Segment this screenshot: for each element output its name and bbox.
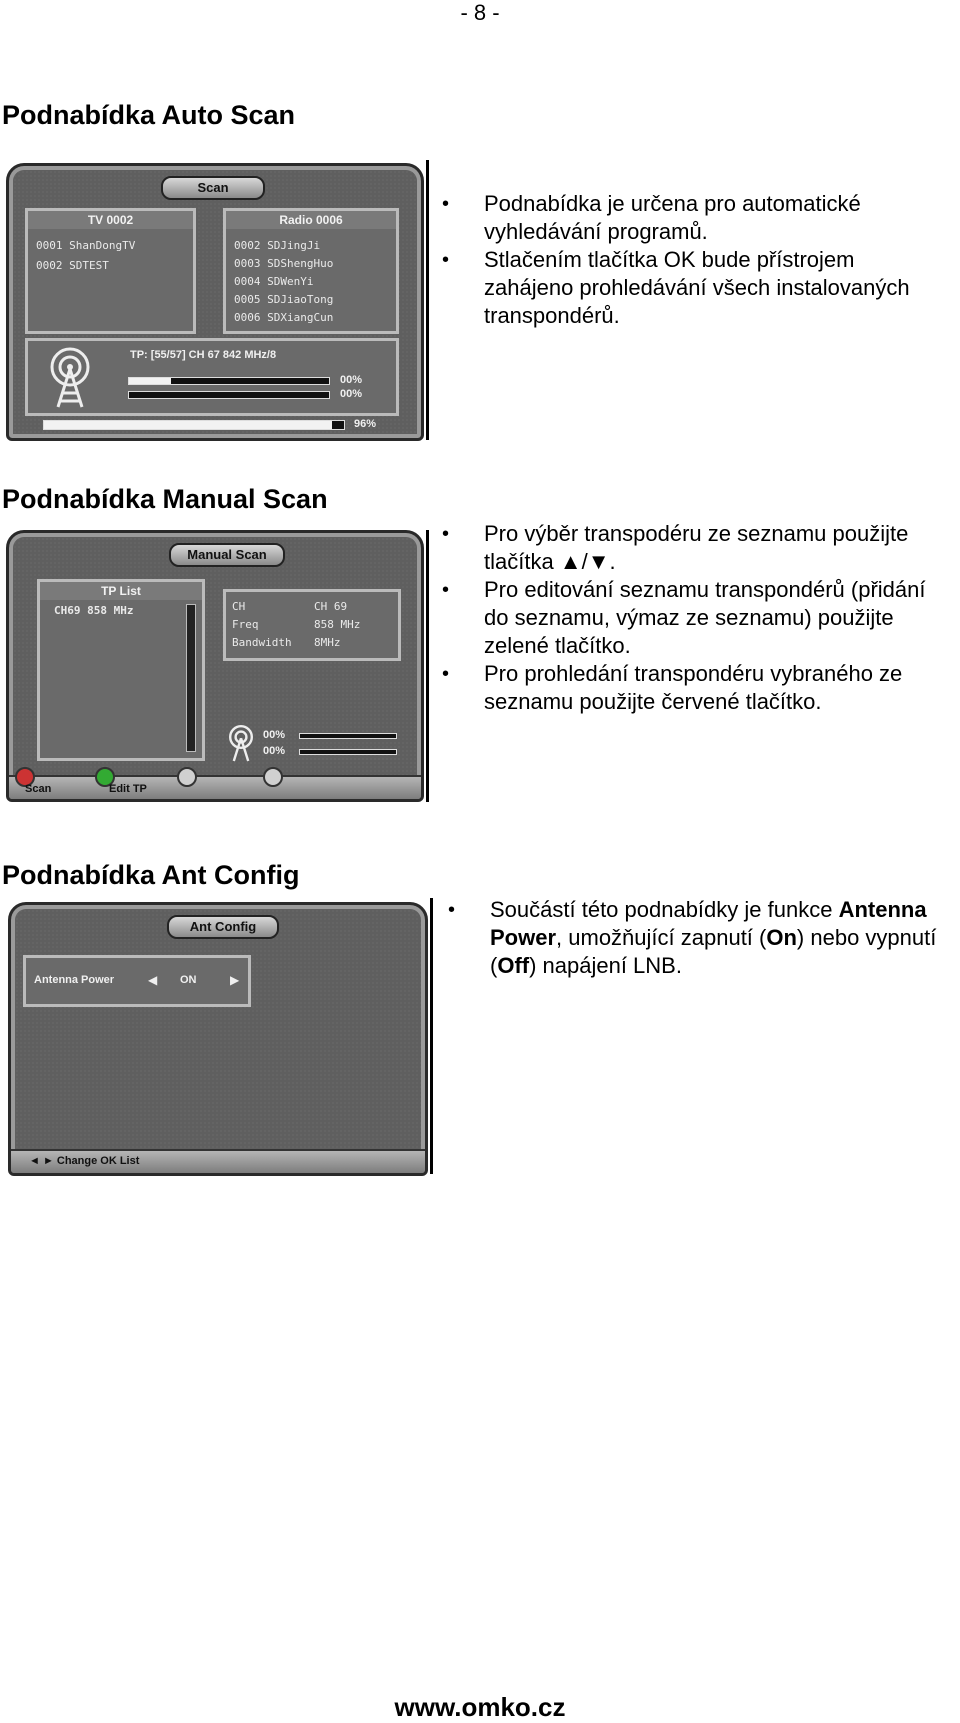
ant-config-screen xyxy=(8,902,428,1176)
radio-row: 0002 SDJingJi xyxy=(234,239,321,252)
bullet-item: • Podnabídka je určena pro automatické vyhledávání programů. xyxy=(442,190,942,246)
divider-line xyxy=(430,898,433,1174)
heading-manual-scan: Podnabídka Manual Scan xyxy=(2,484,328,514)
manual-scan-bullets xyxy=(442,520,942,716)
bullet-bold: On xyxy=(766,925,797,950)
heading-auto-scan: Podnabídka Auto Scan xyxy=(2,100,296,130)
quality-label: 00% xyxy=(340,388,363,400)
scrollbar[interactable] xyxy=(186,604,196,752)
quality-bar xyxy=(128,391,330,399)
quality-bar xyxy=(299,749,397,755)
scan-button-label[interactable]: Scan xyxy=(25,783,52,795)
arrow-right-icon[interactable]: ▶ xyxy=(230,973,240,987)
bullet-item: • Pro výběr transpodéru ze seznamu použijte tlačítka ▲/▼. xyxy=(442,520,942,576)
bullet-text: ) nebo vypnutí ( xyxy=(490,925,937,978)
quality-label: 00% xyxy=(263,745,286,757)
bullet-item: • Stlačením tlačítka OK bude přístrojem zahájeno prohledávání všech instalovaných transpondérů. xyxy=(442,246,942,330)
antenna-icon xyxy=(223,723,259,763)
radio-row: 0004 SDWenYi xyxy=(234,275,314,288)
page-number: - 8 - xyxy=(460,0,500,25)
tv-list-header: TV 0002 xyxy=(28,211,193,229)
screen-title: Manual Scan xyxy=(169,543,285,567)
antenna-icon xyxy=(40,345,100,409)
yellow-button-icon[interactable] xyxy=(177,767,197,787)
bullet-bold: Antenna Power xyxy=(490,897,927,950)
strength-bar xyxy=(128,377,330,385)
radio-row: 0005 SDJiaoTong xyxy=(234,293,334,306)
bullet-item: • Pro editování seznamu transpondérů (přidání do seznamu, výmaz ze seznamu) použijte zelené tlačítko. xyxy=(442,576,942,660)
progress-label: 96% xyxy=(354,418,377,430)
info-value: 8MHz xyxy=(314,636,341,649)
screen-title: Ant Config xyxy=(167,915,279,939)
info-key: Freq xyxy=(232,618,259,631)
bullet-item: • Pro prohledání transpondéru vybraného ze seznamu použijte červené tlačítko. xyxy=(442,660,942,716)
tv-row: 0002 SDTEST xyxy=(36,259,109,272)
bullet-text: Součástí této podnabídky je funkce xyxy=(490,897,839,922)
bullet-text: ) napájení LNB. xyxy=(529,953,682,978)
tv-list-panel xyxy=(25,208,196,334)
tp-list-row[interactable]: CH69 858 MHz xyxy=(54,604,134,617)
ant-config-bullets xyxy=(448,896,948,980)
radio-row: 0003 SDShengHuo xyxy=(234,257,334,270)
arrow-left-icon[interactable]: ◀ xyxy=(148,973,158,987)
antenna-power-row[interactable] xyxy=(23,955,251,1007)
info-key: Bandwidth xyxy=(232,636,292,649)
radio-list-panel xyxy=(223,208,399,334)
radio-row: 0006 SDXiangCun xyxy=(234,311,334,324)
radio-list-header: Radio 0006 xyxy=(226,211,396,229)
footer-url[interactable]: www.omko.cz xyxy=(394,1692,566,1722)
screen-title: Scan xyxy=(161,176,265,200)
progress-bar xyxy=(43,420,345,430)
edit-tp-button-label[interactable]: Edit TP xyxy=(109,783,147,795)
ant-config-help-bar xyxy=(11,1149,425,1173)
divider-line xyxy=(426,160,429,440)
strength-label: 00% xyxy=(263,729,286,741)
divider-line xyxy=(426,530,429,802)
bullet-item xyxy=(448,896,948,980)
auto-scan-bullets xyxy=(442,190,942,330)
scan-status-panel xyxy=(25,338,399,416)
strength-label: 00% xyxy=(340,374,363,386)
info-key: CH xyxy=(232,600,246,613)
heading-ant-config: Podnabídka Ant Config xyxy=(2,860,300,890)
info-value: CH 69 xyxy=(314,600,348,613)
manual-scan-footer xyxy=(9,775,421,799)
tp-list-panel xyxy=(37,579,205,761)
antenna-power-value: ON xyxy=(180,974,197,986)
manual-scan-screen xyxy=(6,530,424,802)
blue-button-icon[interactable] xyxy=(263,767,283,787)
tp-list-header: TP List xyxy=(40,582,202,600)
info-value: 858 MHz xyxy=(314,618,361,631)
strength-bar xyxy=(299,733,397,739)
bullet-text: , umožňující zapnutí ( xyxy=(556,925,767,950)
tv-row: 0001 ShanDongTV xyxy=(36,239,136,252)
tp-info-panel xyxy=(223,589,401,661)
tp-info: TP: [55/57] CH 67 842 MHz/8 xyxy=(130,349,277,361)
help-bar-text: ◄ ► Change OK List xyxy=(29,1155,140,1167)
auto-scan-screen xyxy=(6,163,424,441)
antenna-power-label: Antenna Power xyxy=(34,974,115,986)
bullet-bold: Off xyxy=(497,953,530,978)
